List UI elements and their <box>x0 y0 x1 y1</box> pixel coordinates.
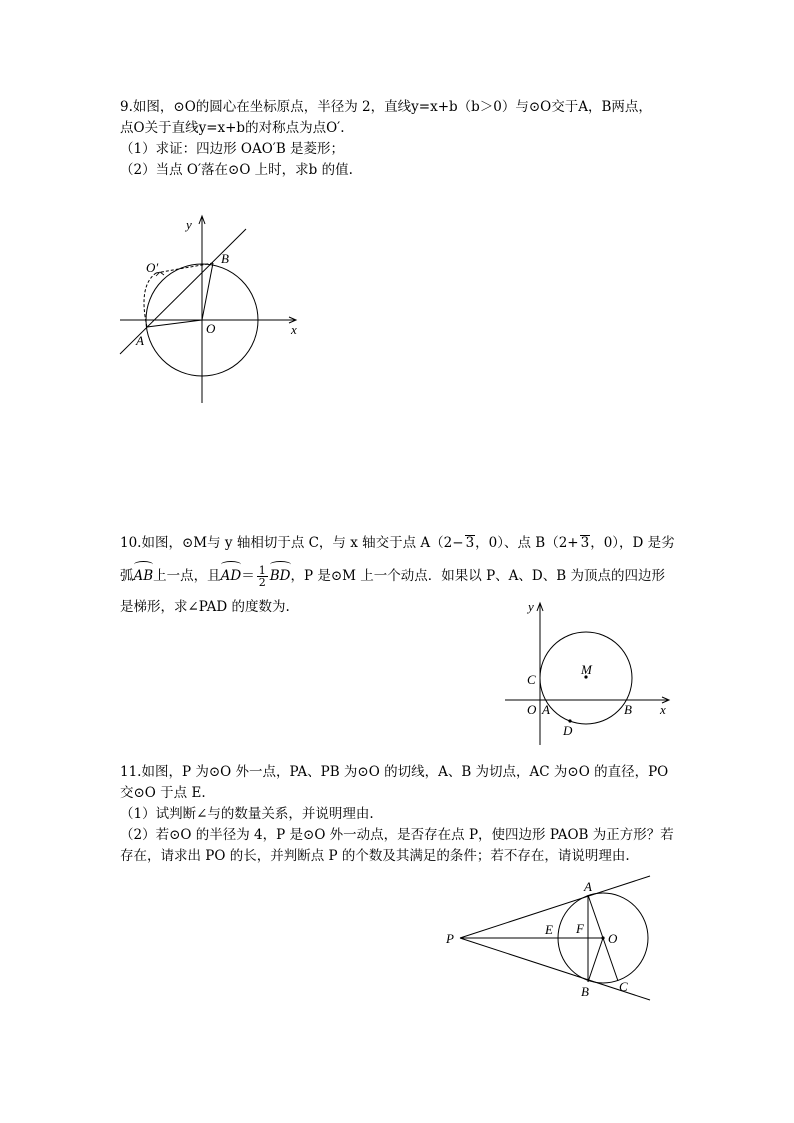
q10-equals: ＝ <box>241 568 255 584</box>
q11-part-1: （1）试判断∠与的数量关系，并说明理由. <box>120 806 374 822</box>
q9-label-x: x <box>291 322 297 337</box>
q10-label-O: O <box>527 702 537 717</box>
q10-label-x: x <box>660 702 666 717</box>
arc-BD: BD <box>270 562 291 588</box>
q10-text-b: ，0）、点 B（2+ <box>475 535 579 551</box>
fraction-denominator: 2 <box>258 576 266 589</box>
q9-label-B: B <box>221 251 229 266</box>
sqrt-3-first: 3 <box>465 535 475 551</box>
sqrt-3-second: 3 <box>580 535 590 551</box>
q9-label-y: y <box>186 217 192 232</box>
q10-label-y: y <box>528 599 534 614</box>
q11-line-2: 交⊙O 于点 E. <box>120 785 206 801</box>
q10-label-A: A <box>542 702 550 717</box>
q11-label-P: P <box>446 931 454 946</box>
q10-text-e: 上一点，且 <box>153 568 221 584</box>
q9-part-2: （2）当点 O′落在⊙O 上时，求b 的值. <box>120 162 353 178</box>
q9-part-1: （1）求证：四边形 OAO′B 是菱形； <box>120 141 345 157</box>
q11-label-C: C <box>619 979 628 994</box>
q11-label-F: F <box>576 921 584 936</box>
q9-label-A: A <box>136 333 144 348</box>
arc-AD: AD <box>221 562 242 588</box>
q11-segment-BO <box>588 938 603 982</box>
q11-label-B: B <box>581 984 589 999</box>
fraction-numerator: 1 <box>258 564 266 577</box>
q11-label-A: A <box>584 879 592 894</box>
q9-label-O-prime: O′ <box>146 260 159 275</box>
q10-label-M: M <box>581 662 592 677</box>
q11-label-O: O <box>608 931 618 946</box>
q11-label-E: E <box>545 922 553 937</box>
q11-point-O <box>601 936 604 939</box>
q10-text-c: ，0），D 是劣 <box>590 535 675 551</box>
q10-text-d: 弧 <box>120 568 134 584</box>
q11-part-2-line-2: 存在，请求出 PO 的长，并判断点 P 的个数及其满足的条件；若不存在，请说明理由. <box>120 848 630 864</box>
q10-text-a: 10.如图，⊙M与 y 轴相切于点 C，与 x 轴交于点 A（2− <box>120 535 464 551</box>
q9-line-1: 9.如图，⊙O的圆心在坐标原点，半径为 2，直线y=x+b（b＞0）与⊙O交于A，B两点， <box>120 99 652 115</box>
q11-part-2-line-1: （2）若⊙O 的半径为 4，P 是⊙O 外一动点，是否存在点 P，使四边形 PAOB 为正方形？若 <box>120 827 674 843</box>
q11-tangent-PA <box>460 876 650 938</box>
q9-label-O: O <box>206 321 216 336</box>
q10-label-C: C <box>527 672 536 687</box>
q11-line-1: 11.如图，P 为⊙O 外一点，PA、PB 为⊙O 的切线，A、B 为切点，AC 为⊙O 的直径，PO <box>120 764 669 780</box>
q10-text-f: ，P 是⊙M 上一个动点．如果以 P、A、D、B 为顶点的四边形 <box>290 568 665 584</box>
q9-line-2: 点O关于直线y=x+b的对称点为点O′. <box>120 120 345 136</box>
q10-line-3: 是梯形，求∠PAD 的度数为. <box>120 599 290 615</box>
arc-AB: AB <box>134 562 154 588</box>
q10-label-D: D <box>563 723 573 738</box>
q10-label-B: B <box>624 702 632 717</box>
